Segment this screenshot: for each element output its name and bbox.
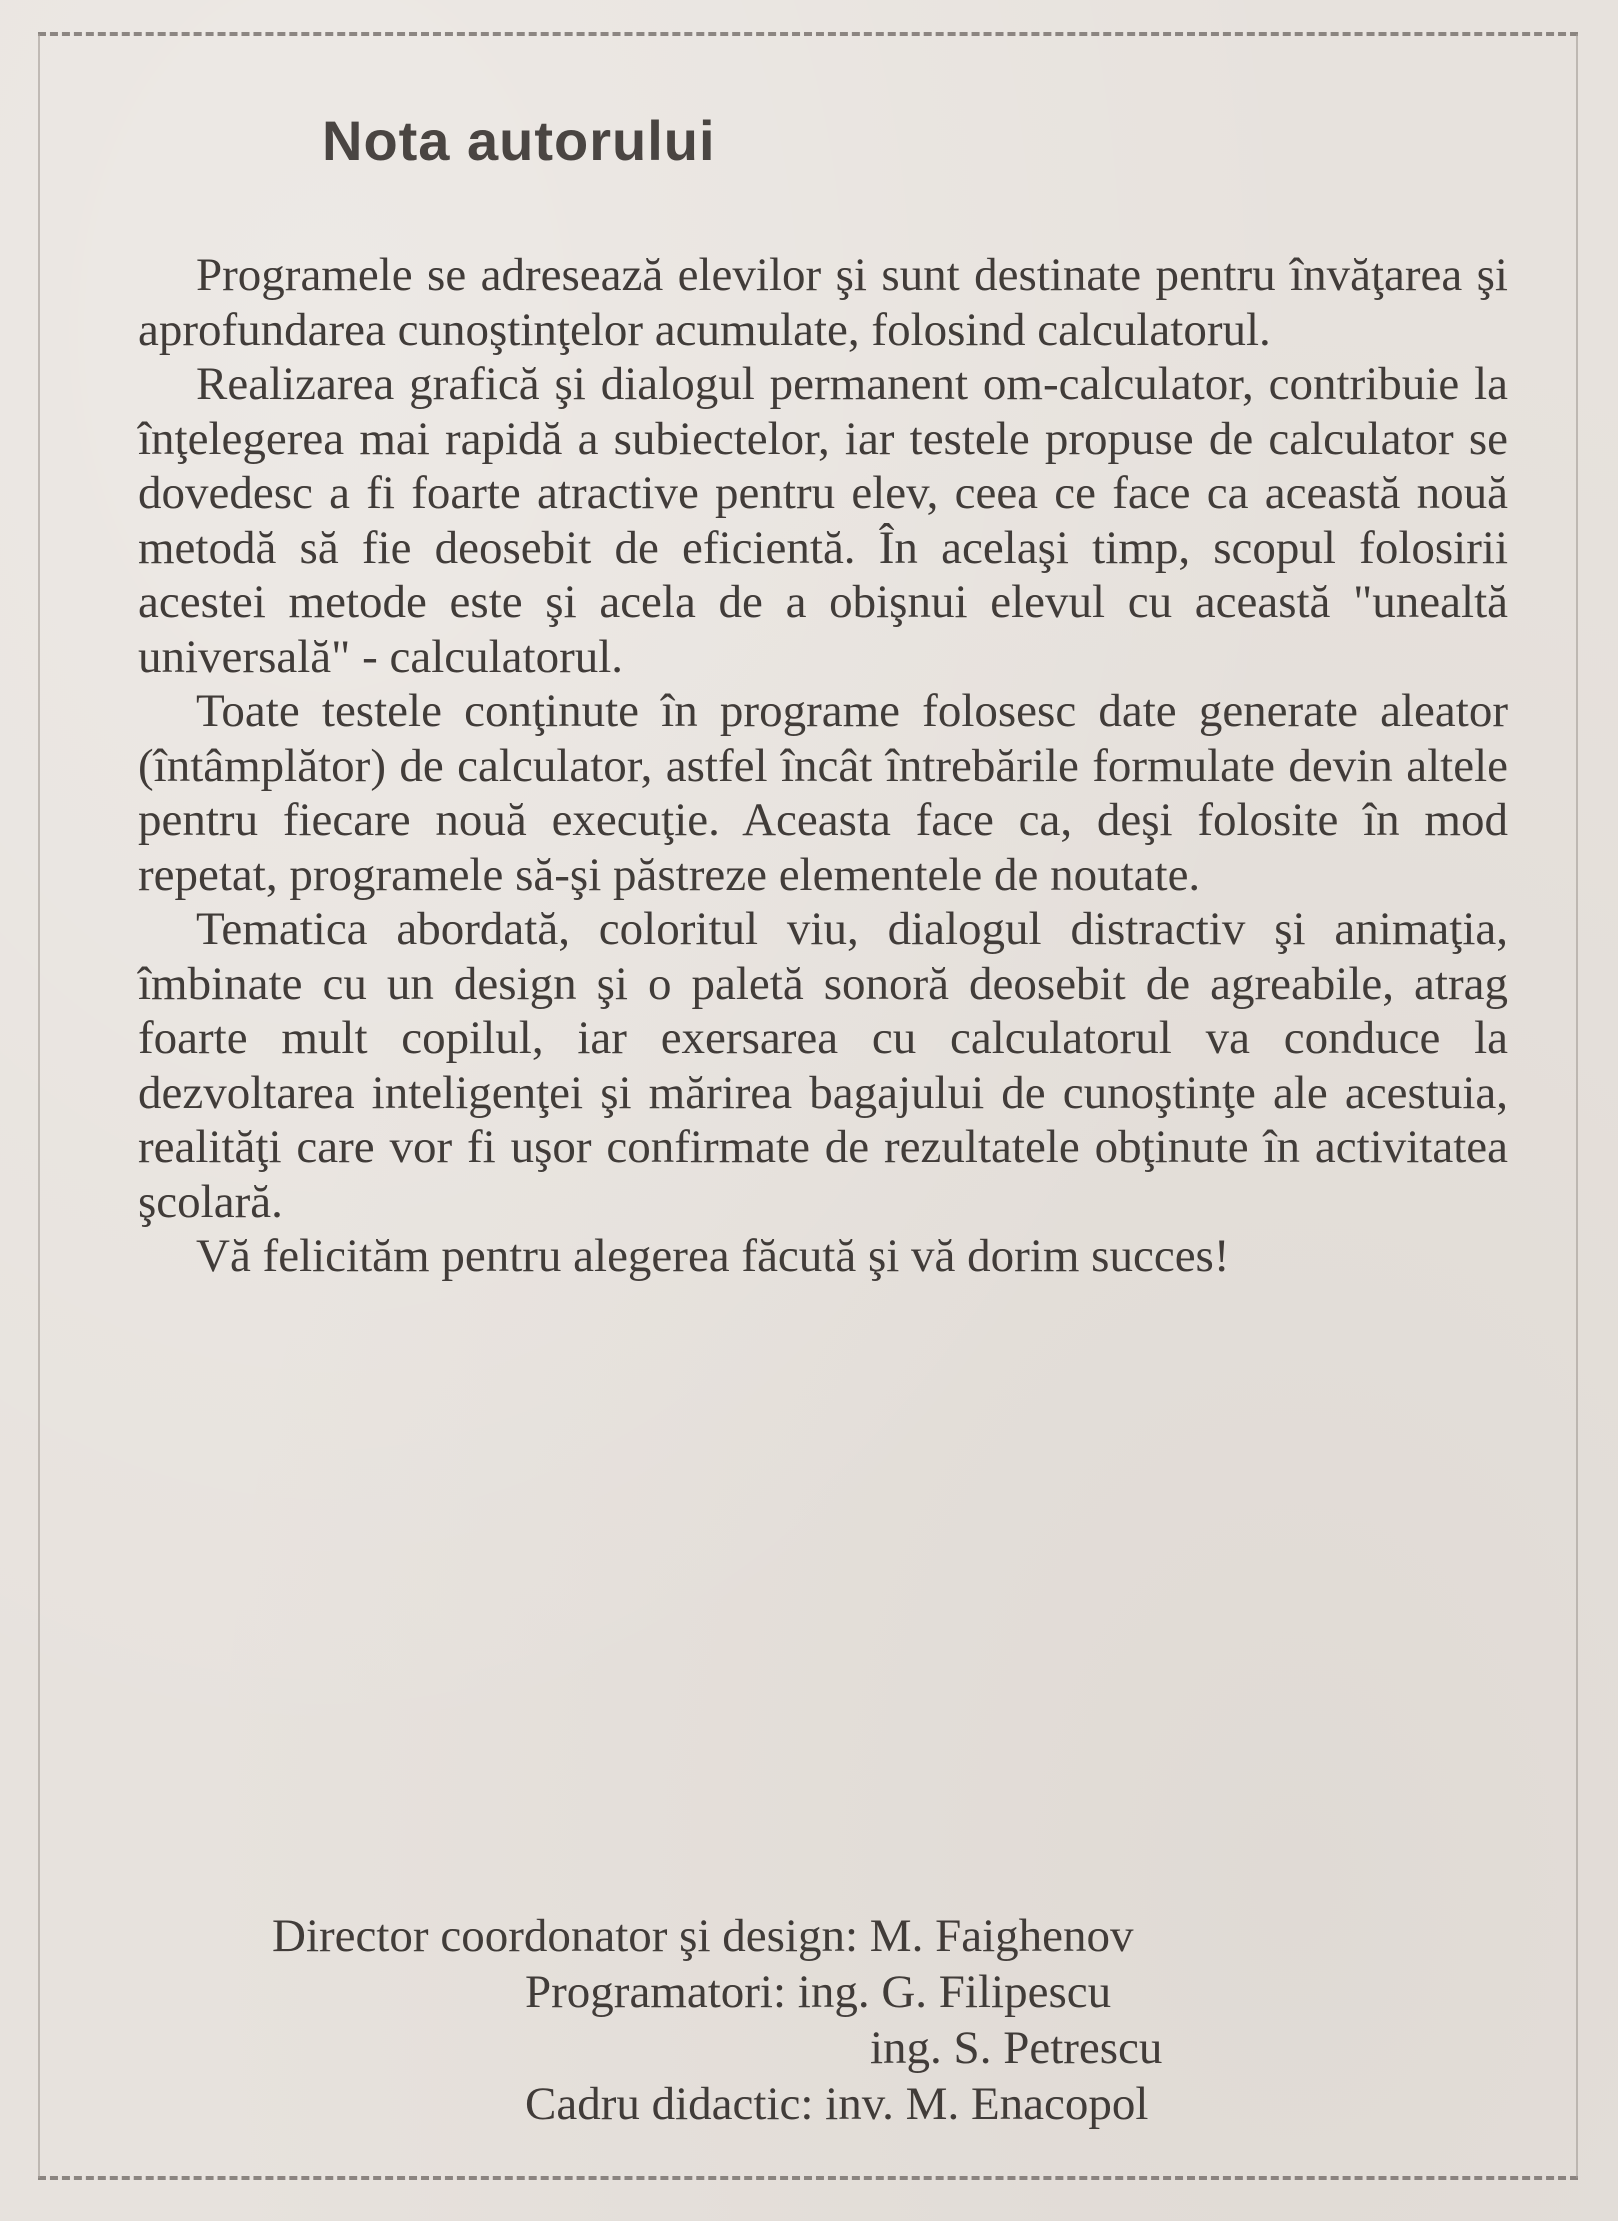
right-border [1576, 34, 1578, 2178]
page-title: Nota autorului [322, 109, 716, 172]
credit-programmers: Programatori: ing. G. Filipescu [525, 1966, 1112, 2018]
credit-programmer-2: ing. S. Petrescu [870, 2022, 1163, 2074]
left-border [38, 34, 40, 2178]
body-text [138, 248, 1508, 1284]
paragraph-tests: Toate testele conţinute în programe folosesc date generate aleator (întâmplător) de calculator, astfel încât întrebările formulate devin altele pentru fiecare nouă execuţie. Aceasta face ca, deşi folosite în mod repetat, programele să-şi păstreze elementele de noutate. [138, 685, 1508, 901]
bottom-dashed-border [38, 2176, 1578, 2180]
credit-director: Director coordonator şi design: M. Faighenov [272, 1910, 1134, 1962]
paragraph-congratulations: Vă felicităm pentru alegerea făcută şi vă dorim succes! [196, 1230, 1230, 1282]
credit-teacher: Cadru didactic: inv. M. Enacopol [525, 2078, 1149, 2130]
paragraph-intro: Programele se adresează elevilor şi sunt destinate pentru învăţarea şi aprofundarea cunoştinţelor acumulate, folosind calculatorul. [138, 249, 1508, 356]
paragraph-graphics: Realizarea grafică şi dialogul permanent om-calculator, contribuie la înţelegerea mai rapidă a subiectelor, iar testele propuse de calculator se dovedesc a fi foarte atractive pentru elev, ceea ce face ca această nouă metodă să fie deosebit de eficientă. În acelaşi timp, scopul folosirii acestei metode este şi acela de a obişnui elevul cu această "unealtă universală" - calculatorul. [138, 358, 1508, 683]
paragraph-themes: Tematica abordată, coloritul viu, dialogul distractiv şi animaţia, îmbinate cu un design şi o paletă sonoră deosebit de agreabile, atrag foarte mult copilul, iar exersarea cu calculatorul va conduce la dezvoltarea inteligenţei şi mărirea bagajului de cunoştinţe ale acestuia, realităţi care vor fi uşor confirmate de rezultatele obţinute în activitatea şcolară. [138, 903, 1508, 1228]
top-dashed-border [38, 32, 1578, 36]
